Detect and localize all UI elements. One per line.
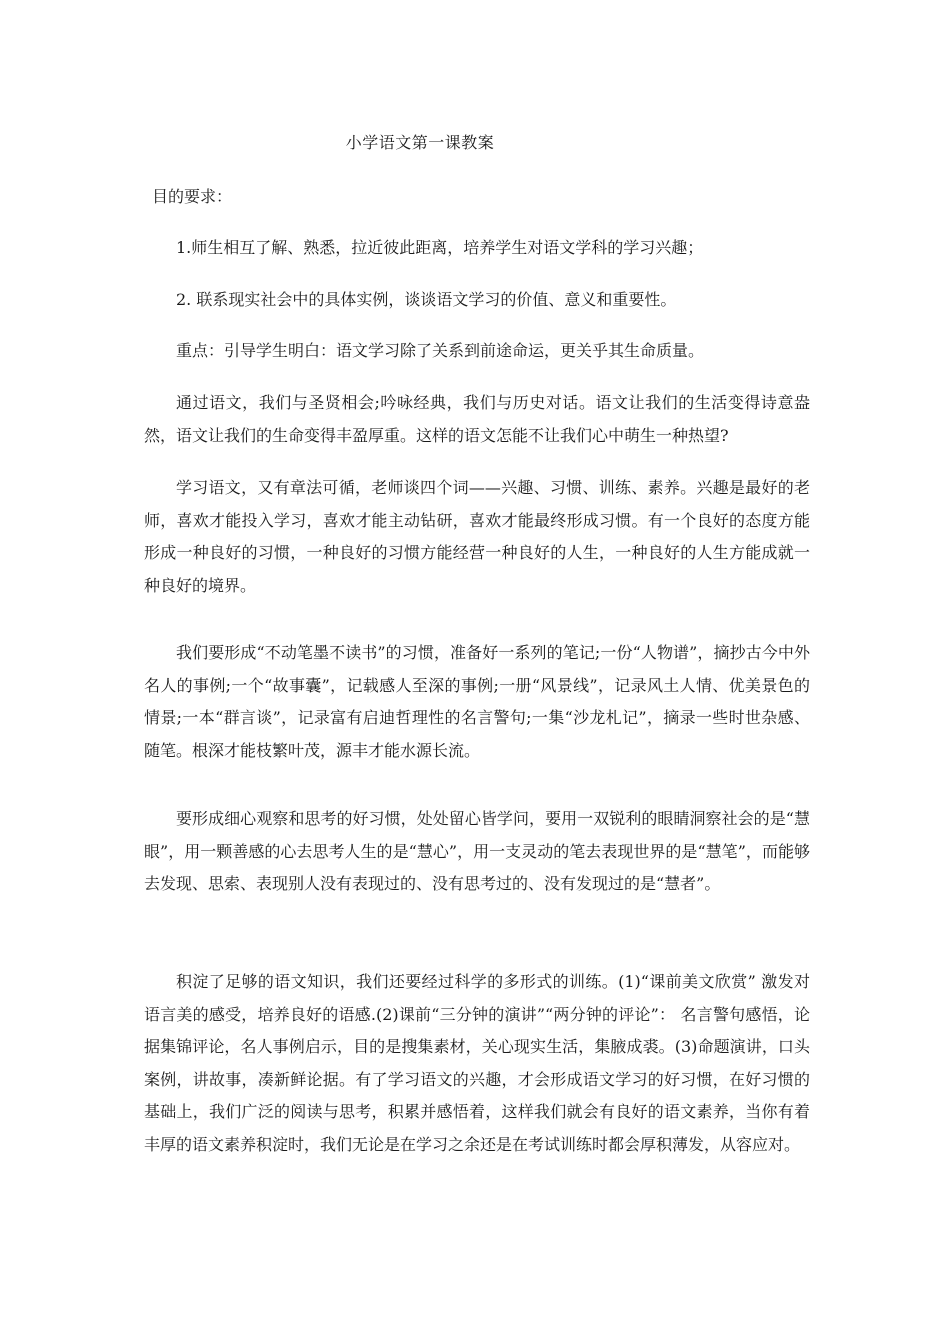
goals-heading: 目的要求： [152,187,233,206]
body-paragraph-2: 学习语文，又有章法可循，老师谈四个词——兴趣、习惯、训练、素养。兴趣是最好的老师，喜欢才能投入学习，喜欢才能主动钻研，喜欢才能最终形成习惯。有一个良好的态度方能形成一种良好的习惯，一种良好的习惯方能经营一种良好的人生，一种良好的人生方能成就一种良好的境界。 [144,478,810,595]
goal-item-1: 1.师生相互了解、熟悉，拉近彼此距离，培养学生对语文学科的学习兴趣； [176,238,704,257]
body-paragraph-4: 要形成细心观察和思考的好习惯，处处留心皆学问，要用一双锐利的眼睛洞察社会的是“慧眼”，用一颗善感的心去思考人生的是“慧心”，用一支灵动的笔去表现世界的是“慧笔”，而能够去发现、思索、表现别人没有表现过的、没有思考过的、没有发现过的是“慧者”。 [144,809,810,894]
body-paragraph-3: 我们要形成“不动笔墨不读书”的习惯，准备好一系列的笔记;一份“人物谱”，摘抄古今中外名人的事例;一个“故事囊”，记载感人至深的事例;一册“风景线”，记录风土人情、优美景色的情景;一本“群言谈”，记录富有启迪哲理性的名言警句;一集“沙龙札记”，摘录一些时世杂感、随笔。根深才能枝繁叶茂，源丰才能水源长流。 [144,643,810,760]
goal-item-2: 2. 联系现实社会中的具体实例，谈谈语文学习的价值、意义和重要性。 [176,290,677,309]
body-paragraph-5: 积淀了足够的语文知识，我们还要经过科学的多形式的训练。(1)“课前美文欣赏” 激发对语言美的感受，培养良好的语感.(2)课前“三分钟的演讲”“两分钟的评论”： 名言警句感悟，论据集锦评论，名人事例启示，目的是搜集素材，关心现实生活，集腋成裘。(3)命题演讲，口头案例，讲故事，凑新鲜论据。有了学习语文的兴趣，才会形成语文学习的好习惯，在好习惯的基础上，我们广泛的阅读与思考，积累并感悟着，这样我们就会有良好的语文素养，当你有着丰厚的语文素养积淀时，我们无论是在学习之余还是在考试训练时都会厚积薄发，从容应对。 [144,972,810,1154]
key-point: 重点：引导学生明白：语文学习除了关系到前途命运，更关乎其生命质量。 [176,341,705,360]
document-title: 小学语文第一课教案 [345,133,495,152]
body-paragraph-1: 通过语文，我们与圣贤相会;吟咏经典，我们与历史对话。语文让我们的生活变得诗意盎然，语文让我们的生命变得丰盈厚重。这样的语文怎能不让我们心中萌生一种热望? [144,393,810,445]
